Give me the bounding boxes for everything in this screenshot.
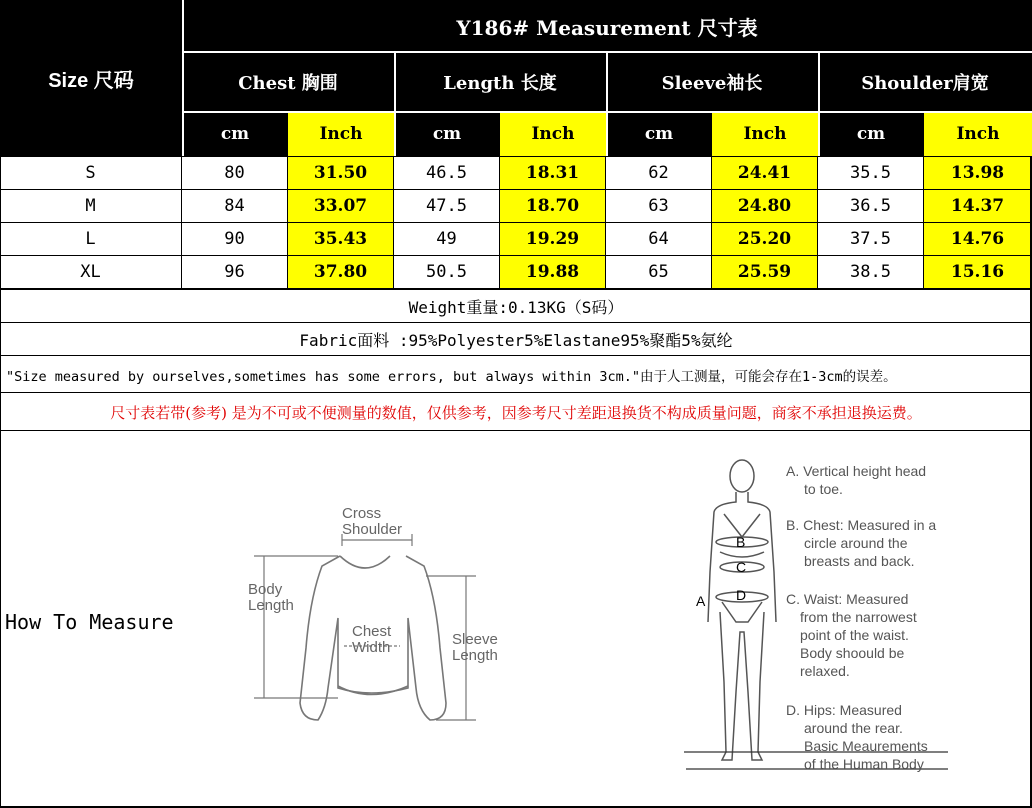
cm-cell: 80 [182,157,288,190]
inch-cell: 19.29 [500,223,606,256]
unit-header: Inch [712,112,818,156]
inch-cell: 18.70 [500,190,606,223]
cm-cell: 35.5 [818,157,924,190]
inch-cell: 13.98 [924,157,1032,190]
size-cell: M [0,190,182,223]
inch-cell: 24.80 [712,190,818,223]
cm-cell: 90 [182,223,288,256]
group-sleeve: Sleeve袖长 [606,52,818,112]
inch-cell: 24.41 [712,157,818,190]
legend-line: A. Vertical height head [786,463,927,479]
cm-cell: 96 [182,256,288,289]
cm-cell: 38.5 [818,256,924,289]
group-chest: Chest 胸围 [182,52,394,112]
marker-c: C [736,559,747,575]
inch-cell: 25.20 [712,223,818,256]
legend-line: point of the waist. [800,627,909,643]
body-length-label: Body [248,581,283,598]
sleeve-length-label: Sleeve [452,631,498,648]
cm-cell: 84 [182,190,288,223]
legend-line: Body shoould be [800,645,905,661]
legend-line: to toe. [804,481,843,497]
cm-cell: 37.5 [818,223,924,256]
inch-cell: 37.80 [288,256,394,289]
unit-header: cm [394,112,500,156]
legend-line: from the narrowest [800,609,917,625]
garment-diagram [240,498,530,738]
inch-cell: 18.31 [500,157,606,190]
group-shoulder: Shoulder肩宽 [818,52,1032,112]
legend-line: C. Waist: Measured [786,591,909,607]
group-length: Length 长度 [394,52,606,112]
body-length-label: Length [248,597,294,614]
cm-cell: 62 [606,157,712,190]
cm-cell: 49 [394,223,500,256]
chest-width-label: Width [352,639,391,656]
cross-shoulder-label: Cross [342,505,382,522]
legend-line: B. Chest: Measured in a [786,517,937,533]
reference-warning: 尺寸表若带(参考) 是为不可或不便测量的数值，仅供参考，因参考尺寸差距退换货不构成质量问题，商家不承担退换运费。 [0,393,1032,431]
legend-line: breasts and back. [804,553,915,569]
chart-title: Y186# Measurement 尺寸表 [182,0,1032,52]
legend-line: around the rear. [804,720,903,736]
marker-b: B [736,534,746,550]
legend-line: Basic Meaurements [804,738,928,754]
inch-cell: 19.88 [500,256,606,289]
unit-header: cm [606,112,712,156]
inch-cell: 31.50 [288,157,394,190]
cm-cell: 63 [606,190,712,223]
legend-line: D. Hips: Measured [786,702,902,718]
size-cell: XL [0,256,182,289]
cross-shoulder-label: Shoulder [342,521,403,538]
marker-d: D [736,587,747,603]
chest-width-label: Chest [352,623,392,640]
inch-cell: 33.07 [288,190,394,223]
how-to-measure-label: How To Measure [5,610,174,634]
measurement-disclaimer: "Size measured by ourselves,sometimes has some errors, but always within 3cm."由于人工测量，可能会存在1-3cm的误差。 [0,356,1032,393]
cm-cell: 36.5 [818,190,924,223]
inch-cell: 14.37 [924,190,1032,223]
unit-header: Inch [924,112,1032,156]
body-diagram [680,452,980,782]
unit-header: cm [818,112,924,156]
legend-line: relaxed. [800,663,850,679]
legend-line: circle around the [804,535,908,551]
unit-header: Inch [288,112,394,156]
legend-line: of the Human Body [804,756,924,772]
size-cell: S [0,157,182,190]
cm-cell: 47.5 [394,190,500,223]
size-header: Size 尺码 [0,0,182,156]
cm-cell: 64 [606,223,712,256]
inch-cell: 25.59 [712,256,818,289]
cm-cell: 46.5 [394,157,500,190]
marker-a: A [696,593,706,609]
inch-cell: 35.43 [288,223,394,256]
weight-note: Weight重量:0.13KG（S码） [0,290,1032,323]
unit-header: Inch [500,112,606,156]
sleeve-length-label: Length [452,647,498,664]
inch-cell: 14.76 [924,223,1032,256]
cm-cell: 50.5 [394,256,500,289]
fabric-note: Fabric面料 :95%Polyester5%Elastane95%聚酯5%氨纶 [0,323,1032,356]
cm-cell: 65 [606,256,712,289]
inch-cell: 15.16 [924,256,1032,289]
size-cell: L [0,223,182,256]
unit-header: cm [182,112,288,156]
